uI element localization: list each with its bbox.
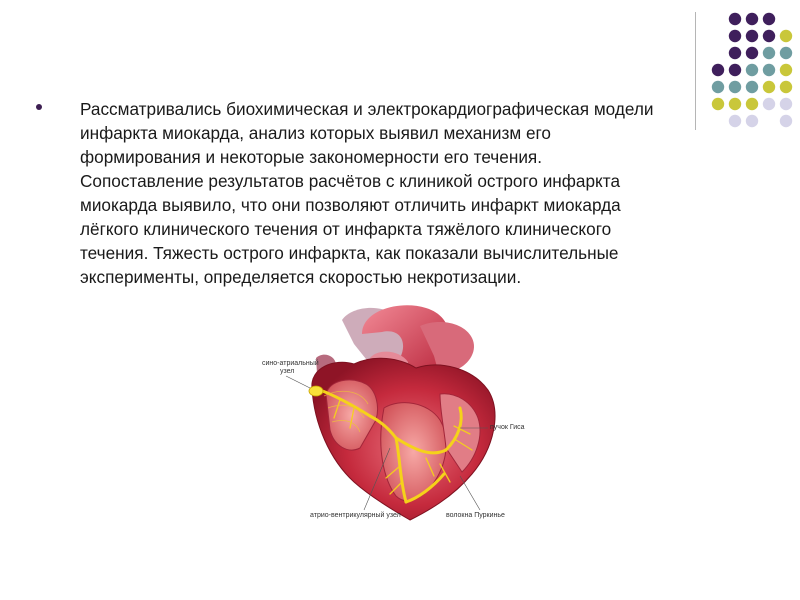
decorative-dot — [763, 13, 775, 25]
decorative-dot — [729, 81, 741, 93]
decorative-dot — [729, 13, 741, 25]
decorative-dot — [763, 81, 775, 93]
his-bundle-label: пучок Гиса — [490, 424, 525, 431]
decorative-dot — [780, 115, 792, 127]
sa-node-label-line2: узел — [280, 368, 295, 375]
decorative-dot — [729, 47, 741, 59]
bullet-item — [36, 97, 756, 289]
decorative-dot — [780, 81, 792, 93]
decorative-dot — [746, 13, 758, 25]
decorative-dot — [746, 30, 758, 42]
purkinje-fibers-label: волокна Пуркинье — [446, 512, 505, 519]
decorative-dot — [780, 47, 792, 59]
decorative-dot — [763, 64, 775, 76]
decorative-dot — [763, 98, 775, 110]
heart-illustration — [250, 298, 550, 528]
decorative-dot — [729, 64, 741, 76]
decorative-dot — [780, 64, 792, 76]
bullet-point — [36, 104, 42, 110]
av-node-label: атрио-вентрикулярный узел — [310, 512, 401, 519]
decorative-dot — [712, 64, 724, 76]
decorative-dot — [780, 30, 792, 42]
sa-node-label-line1: сино-атриальный — [262, 360, 319, 367]
decorative-dot — [780, 98, 792, 110]
decorative-dot — [746, 64, 758, 76]
decorative-dot — [746, 81, 758, 93]
decorative-dot — [763, 47, 775, 59]
decorative-dot — [746, 47, 758, 59]
heart-conduction-diagram — [250, 298, 550, 528]
decorative-dot — [763, 30, 775, 42]
body-paragraph: Рассматривались биохимическая и электрокардиографическая модели инфаркта миокарда, анализ которых выявил механизм его формирования и некоторые закономерности его течения. Сопоставление результатов расчётов с клиникой острого инфаркта миокарда выявило, что они позволяют отличить инфаркт миокарда лёгкого клинического течения от инфаркта тяжёлого клинического течения. Тяжесть острого инфаркта, как показали вычислительные эксперименты, определяется скоростью некротизации. — [80, 99, 654, 287]
decorative-dot — [729, 30, 741, 42]
decorative-dot — [712, 81, 724, 93]
